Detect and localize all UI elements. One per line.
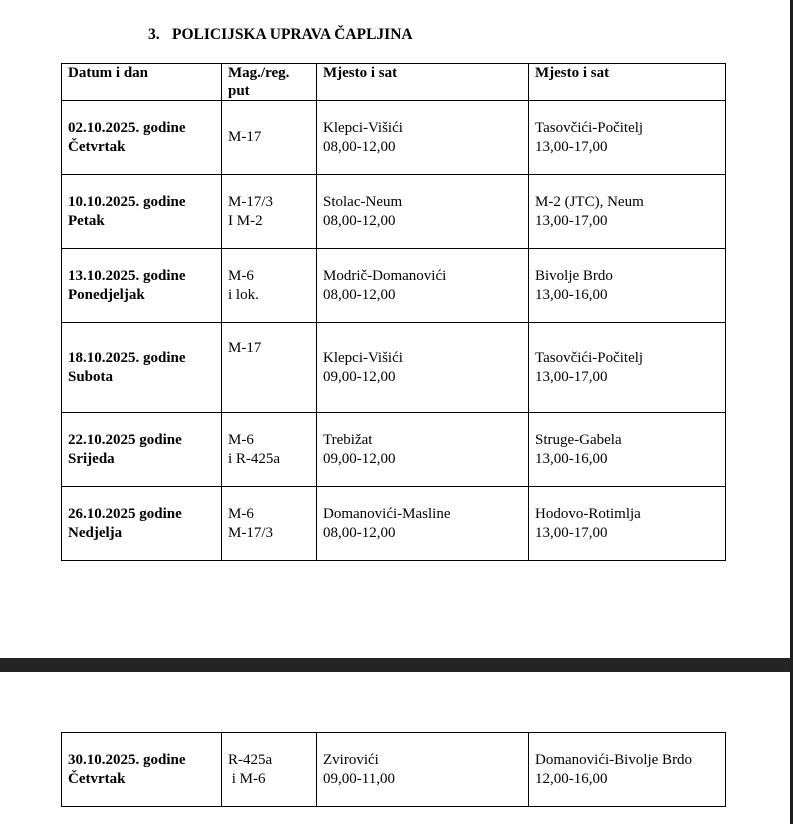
table-row [62,487,726,561]
place: Bivolje Brdo [535,267,613,284]
road-cell [222,101,317,175]
time: 13,00-17,00 [535,524,608,541]
place-time-cell-2 [529,413,726,487]
header-place-time-2: Mjesto i sat [529,64,726,101]
date: 26.10.2025 godine [68,505,182,522]
date-cell [62,249,222,323]
table-row [62,249,726,323]
time: 08,00-12,00 [323,138,396,155]
place-time-cell-2 [529,101,726,175]
section-title [148,26,413,44]
date: 18.10.2025. godine [68,349,186,366]
place: Hodovo-Rotimlja [535,505,641,522]
place: Struge-Gabela [535,431,622,448]
table-header-row [62,64,726,101]
date: 22.10.2025 godine [68,431,182,448]
place-time-cell-1 [317,487,529,561]
place: Domanovići-Masline [323,505,451,522]
place-time-cell-2 [529,175,726,249]
day: Srijeda [68,450,115,467]
road-cell [222,733,317,807]
road-line2: i lok. [228,286,259,303]
place: Domanovići-Bivolje Brdo [535,751,693,768]
day: Petak [68,212,105,229]
date: 13.10.2025. godine [68,267,186,284]
road-line1: R-425a [228,751,273,768]
place-time-cell-1 [317,101,529,175]
time: 08,00-12,00 [323,286,396,303]
date: 10.10.2025. godine [68,193,186,210]
place: Tasovčići-Počitelj [535,119,644,136]
time: 13,00-17,00 [535,212,608,229]
road-cell [222,249,317,323]
place-time-cell-2 [529,323,726,413]
road-cell [222,175,317,249]
place-time-cell-2 [529,733,726,807]
date: 02.10.2025. godine [68,119,186,136]
place: Klepci-Višići [323,349,403,366]
time: 13,00-16,00 [535,450,608,467]
date-cell [62,733,222,807]
place: Modrič-Domanovići [323,267,447,284]
time: 08,00-12,00 [323,524,396,541]
date-cell [62,323,222,413]
road-line1: M-6 [228,505,254,522]
day: Nedjelja [68,524,123,541]
road-cell [222,323,317,413]
section-number: 3. [148,26,160,43]
road-cell [222,413,317,487]
place: Stolac-Neum [323,193,403,210]
road-line1: M-17/3 [228,193,273,210]
place-time-cell-2 [529,249,726,323]
place: Trebižat [323,431,373,448]
place: M-2 (JTC), Neum [535,193,644,210]
road-line2: M-17/3 [228,524,273,541]
table-row [62,413,726,487]
time: 12,00-16,00 [535,770,608,787]
road-line1: M-17 [228,340,262,356]
place-time-cell-1 [317,733,529,807]
time: 09,00-12,00 [323,450,396,467]
place: Zvirovići [323,751,379,768]
date: 30.10.2025. godine [68,751,186,768]
road-line2: i M-6 [228,770,266,787]
schedule-table-continued [61,732,726,807]
document-page-2 [0,672,790,824]
time: 09,00-12,00 [323,368,396,385]
day: Četvrtak [68,770,126,787]
day: Subota [68,368,114,385]
road-line2: i R-425a [228,450,281,467]
table-row [62,323,726,413]
page-separator [0,658,793,672]
place-time-cell-1 [317,413,529,487]
header-road-line2: put [228,83,250,99]
day: Četvrtak [68,138,126,155]
section-title-text: POLICIJSKA UPRAVA ČAPLJINA [172,26,413,43]
date-cell [62,101,222,175]
day: Ponedjeljak [68,286,145,303]
table-row [62,733,726,807]
header-road [222,64,317,101]
time: 13,00-17,00 [535,138,608,155]
schedule-table [61,63,726,561]
place: Tasovčići-Počitelj [535,349,644,366]
header-date-day: Datum i dan [62,64,222,101]
table-row [62,175,726,249]
road-cell [222,487,317,561]
date-cell [62,487,222,561]
date-cell [62,413,222,487]
road-line1: M-6 [228,267,254,284]
header-place-time-1: Mjesto i sat [317,64,529,101]
time: 09,00-11,00 [323,770,395,787]
road-line1: M-17 [228,129,262,145]
time: 13,00-16,00 [535,286,608,303]
place-time-cell-1 [317,249,529,323]
date-cell [62,175,222,249]
header-road-line1: Mag./reg. [228,65,290,81]
road-line1: M-6 [228,431,254,448]
place-time-cell-2 [529,487,726,561]
road-line2: I M-2 [228,212,263,229]
place: Klepci-Višići [323,119,403,136]
time: 13,00-17,00 [535,368,608,385]
place-time-cell-1 [317,323,529,413]
place-time-cell-1 [317,175,529,249]
time: 08,00-12,00 [323,212,396,229]
table-row [62,101,726,175]
